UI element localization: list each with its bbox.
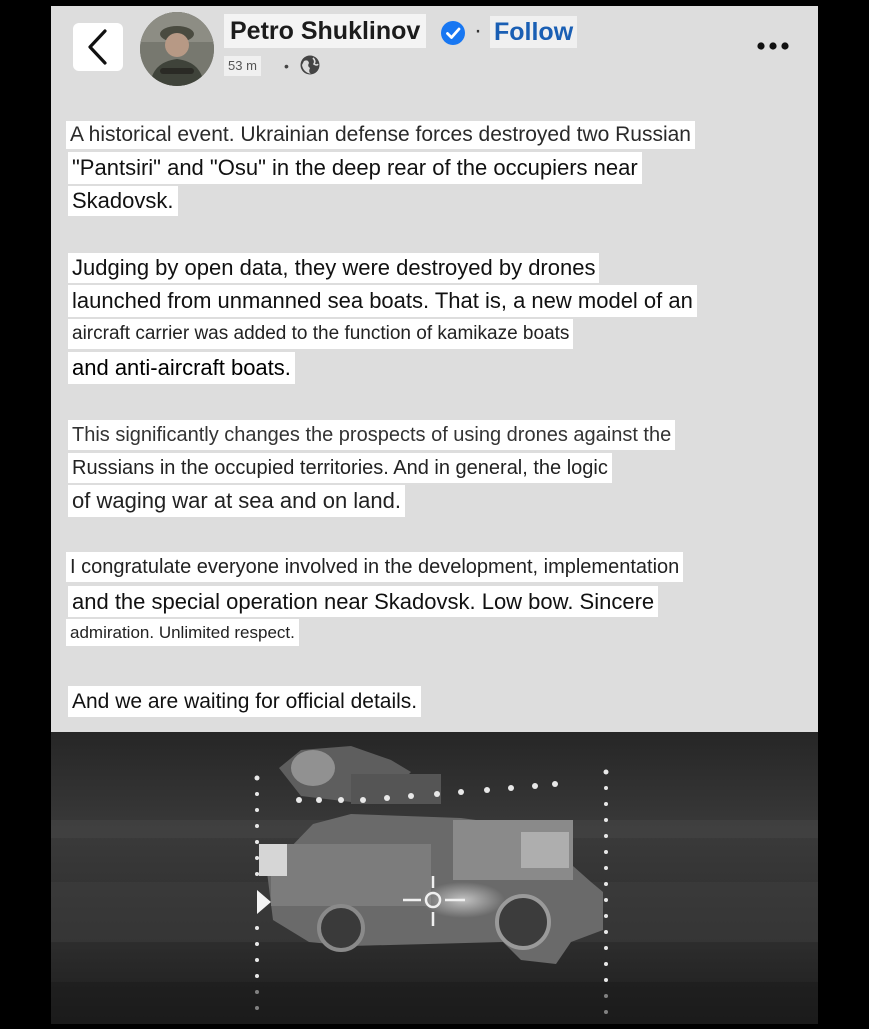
thermal-drone-footage xyxy=(51,732,818,1024)
more-options-icon[interactable] xyxy=(755,38,791,54)
post-text-line: A historical event. Ukrainian defense forces destroyed two Russian xyxy=(66,121,695,149)
post-text-line: And we are waiting for official details. xyxy=(68,686,421,717)
timestamp-separator: • xyxy=(284,58,289,74)
post-text-line: admiration. Unlimited respect. xyxy=(66,619,299,646)
post-text-line: and the special operation near Skadovsk. Low bow. Sincere xyxy=(68,586,658,617)
post-text-line: aircraft carrier was added to the function of kamikaze boats xyxy=(68,319,573,349)
post-text-line: launched from unmanned sea boats. That is, a new model of an xyxy=(68,285,697,317)
post-text-line: "Pantsiri" and "Osu" in the deep rear of the occupiers near xyxy=(68,152,642,184)
post-image[interactable] xyxy=(51,732,818,1024)
globe-icon xyxy=(299,54,321,76)
post-text-line: Skadovsk. xyxy=(68,186,178,216)
post-timestamp[interactable]: 53 m xyxy=(224,56,261,76)
post-text-line: and anti-aircraft boats. xyxy=(68,352,295,384)
post-text-line: of waging war at sea and on land. xyxy=(68,485,405,517)
avatar[interactable] xyxy=(140,12,214,86)
avatar-image xyxy=(140,12,214,86)
separator-dot: · xyxy=(474,17,482,44)
back-button[interactable] xyxy=(73,23,123,71)
follow-button[interactable]: Follow xyxy=(490,16,577,48)
post-text-line: Russians in the occupied territories. And in general, the logic xyxy=(68,453,612,483)
author-name[interactable]: Petro Shuklinov xyxy=(224,14,426,48)
post-text-line: I congratulate everyone involved in the development, implementation xyxy=(66,552,683,582)
chevron-left-icon xyxy=(85,28,111,66)
post-text-line: This significantly changes the prospects of using drones against the xyxy=(68,420,675,450)
post-text-line: Judging by open data, they were destroyed by drones xyxy=(68,253,599,283)
verified-badge-icon xyxy=(440,20,466,46)
